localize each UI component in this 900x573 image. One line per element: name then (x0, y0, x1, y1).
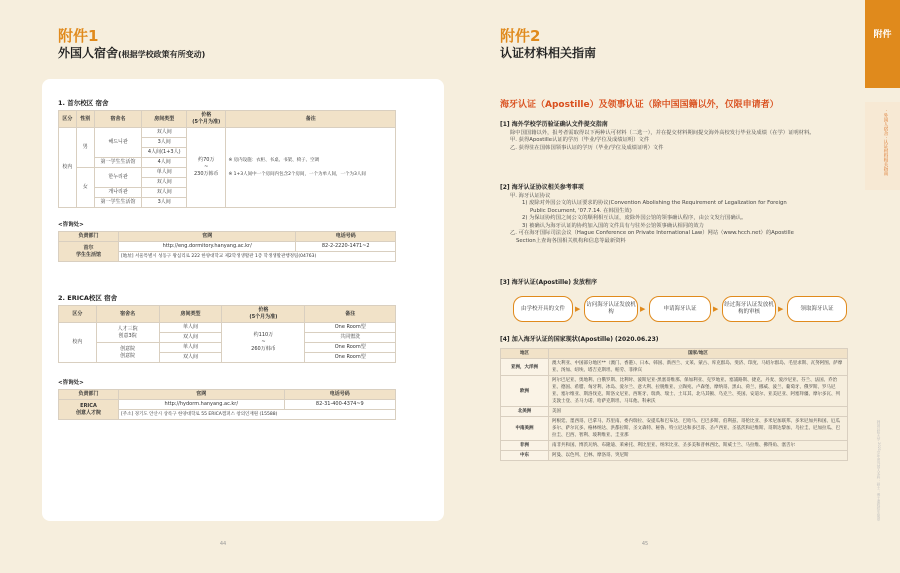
apostille-heading: 海牙认证（Apostille）及领事认证（除中国国籍以外，仅限申请者） (500, 100, 779, 110)
appendix-subtab[interactable]: · 外国人宿舍 · 认证材料相关指南 (865, 102, 900, 190)
appendix-1-label: 附件1 (58, 27, 99, 45)
page-number-left: 44 (219, 541, 227, 547)
flow-arrow-icon: ▶ (713, 305, 719, 313)
flow-arrow-icon: ▶ (640, 305, 646, 313)
flow-step-3: 申请海牙认证 (649, 296, 711, 322)
block-3: [3] 海牙认证(Apostille) 发放程序 (500, 279, 598, 286)
seoul-dorm-link[interactable]: http://eng.dormitory.hanyang.ac.kr/ (119, 242, 296, 252)
right-page-title: 认证材料相关指南 (500, 46, 597, 60)
section-seoul: 1. 首尔校区 宿舍 (58, 99, 109, 107)
flow-arrow-icon: ▶ (778, 305, 784, 313)
section-erica: 2. ERICA校区 宿舍 (58, 294, 118, 302)
seoul-dorm-table: 区分 性别 宿舍名 房间类型 价格 (5个月为准) 备注 校内 男 해드니관 双人间 约70万 ~ 230万韩币 ※ 房内设施：衣柜、书桌、书架、椅子、空调 ※ 1+3人间中一个房间内包含2个房间，一个为单人间，一个为3人间 3人间 4人间(1+3人) 第一学生生活馆 4人间 女 한누리관 单人间 双人间 개나리관 双人间 第一学生生活馆 3人间 (58, 110, 396, 208)
left-page-title: 外国人宿舍(根据学校政策有所变动) (58, 46, 206, 60)
block-4: [4] 加入海牙认证的国家现状(Apostille) (2020.06.23) (500, 336, 659, 343)
contact-label-1: <咨询处> (58, 222, 84, 228)
flow-step-1: 由学校开具的文件 (513, 296, 573, 322)
block-1: [1] 海外学校学历验证确认文件提交指南 除中国国籍以外，报考者需取得以下两种认可材料（二选一），并在提交材料期间提交海外高校发行毕业及成绩（在学）证明材料。 甲. 获得Apostille认证的学历（毕业/学位及成绩证明）文件 乙. 获得驻在国韩国领事认证的学历（毕业/学位及成绩证明）文件 (500, 121, 815, 151)
erica-dorm-link[interactable]: http://hydorm.hanyang.ac.kr/ (119, 400, 285, 410)
flow-arrow-icon: ▶ (575, 305, 581, 313)
page-number-right: 45 (641, 541, 649, 547)
flow-step-5: 领取海牙认证 (787, 296, 847, 322)
contact-label-2: <咨询处> (58, 380, 84, 386)
appendix-2-label: 附件2 (500, 27, 541, 45)
erica-dorm-table: 区分 宿舍名 房间类型 价格 (5个月为准) 备注 校内 人才三院 创意3院 单人间 约110万 ~ 260万韩币 One Room型 双人间 共同盥洗 创意院 创意院 单人间 One Room型 双人间 One Room型 (58, 305, 396, 363)
block-2: [2] 海牙认证协议相关参考事项 甲. 海牙认证协议 1) 废除对外国公文的认证要求的协议(Convention Abolishing the Requirement of Legalization for Foreign Public Document, '07.7.14. 在韩国生效) 2) 为保证协约国之间公文的顺利相互认证，废除外国公馆的领事确认程序，由公文发行国确认。 3) 被确认为海牙认证的协约加入国的文件具有与驻外公馆领事确认相同的效力 乙. 可在海牙国际司法会议（Hague Conference on Private International Law）网站（www.hcch.net）的Apostille Section上查询各国相关机构和信息等最新资料 (500, 184, 794, 244)
flow-step-2: 访问海牙认证发放机构 (584, 296, 638, 322)
appendix-tab[interactable]: 附件 (865, 0, 900, 88)
seoul-contact-table: 负责部门 官网 电话号码 首尔 学生生活馆 http://eng.dormitory.hanyang.ac.kr/ 82-2-2220-1471~2 [地址] 서울특별시 성동구 왕십리로 222 한양대학교 제2학생생활관 1층 학생생활관행정팀(04763) (58, 231, 396, 262)
apostille-country-table: 地区 国家/地区 亚洲，大洋洲 澳大利亚、中国部分地区**（澳门、香港）、日本、韩国、新西兰、文莱、蒙古、库克群岛、斐济、印度、马绍尔群岛、毛里求斯、瓦努阿图、萨摩亚、汤加、纽埃、塔吉克斯坦、帕劳、菲律宾 欧洲 阿尔巴尼亚、奥地利、白俄罗斯、比利时、波斯尼亚-黑塞哥维那、保加利亚、克罗地亚、塞浦路斯、捷克、丹麦、爱沙尼亚、芬兰、法国、乔治亚、德国、希腊、匈牙利、冰岛、爱尔兰、意大利、拉脱维亚、立陶宛、卢森堡、摩纳哥、黑山、荷兰、挪威、波兰、葡萄牙、俄罗斯、罗马尼亚、塞尔维亚、斯洛伐克、斯洛文尼亚、西班牙、瑞典、瑞士、土耳其、北马其顿、乌克兰、英国、安道尔、亚美尼亚、阿塞拜疆、摩尔多瓦、列支敦士登、圣马力诺、哈萨克斯坦、马耳他、科索沃 北美洲 美国 中南美洲 阿根廷、墨西哥、巴拿马、苏里南、委内瑞拉、安提瓜和巴布达、巴哈马、巴巴多斯、伯利兹、哥伦比亚、多米尼加联邦、多米尼加共和国、厄瓜多尔、萨尔瓦多、格林纳达、洪都拉斯、圣文森特、秘鲁、特立尼达和多巴哥、圣卢西亚、圣基茨和尼维斯、哥斯达黎加、乌拉圭、尼加拉瓜、巴拉圭、巴西、智利、玻利维亚、圭亚那 非洲 南非共和国、博茨瓦纳、布隆迪、莱索托、利比里亚、纳米比亚、圣多美和普林西比、斯威士兰、马拉维、佛得角、塞舌尔 中东 阿曼、以色列、巴林、摩洛哥、突尼斯 (500, 348, 848, 461)
flow-step-4: 经过海牙认证发放机构的审核 (722, 296, 776, 322)
erica-contact-table: 负责部门 官网 电话号码 ERICA 创意人才院 http://hydorm.hanyang.ac.kr/ 82-31-400-4374~9 [주소] 경기도 안산시 상록구 한양대학로 55 ERICA캠퍼스 창의인재원 (15588) (58, 389, 396, 420)
side-running-text: 韩国汉阳大学 2021学年度外国人本科 · 硕士 · 博士课程招生简章 (877, 420, 881, 521)
